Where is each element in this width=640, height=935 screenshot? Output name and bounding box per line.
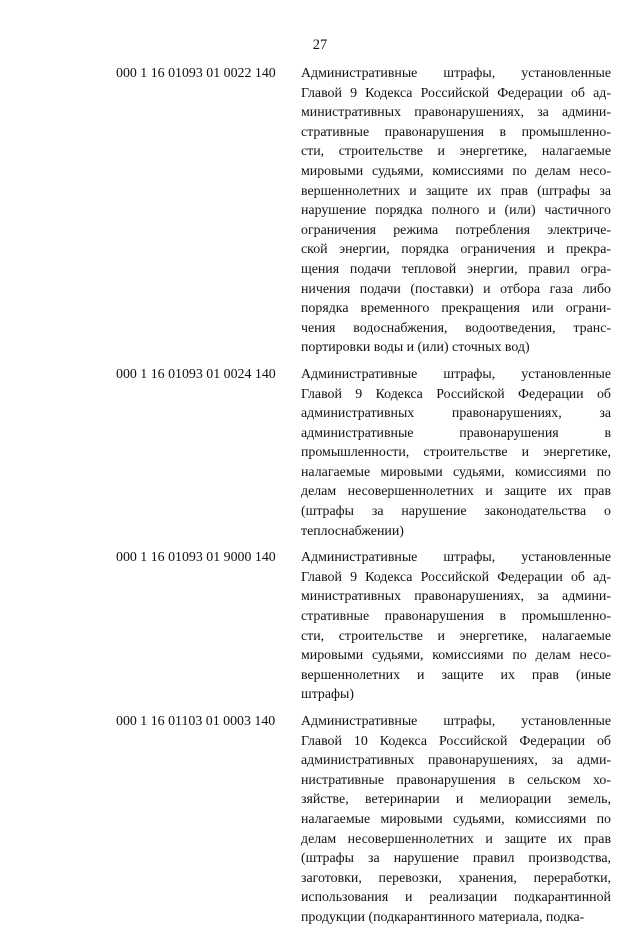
description-line: министративных правонарушениях, за админи- [301,589,611,605]
entry-description [301,64,611,358]
budget-classification-code: 000 1 16 01093 01 9000 140 [116,550,276,566]
description-line: продукции (подкарантинного материала, подка- [301,909,585,925]
description-line: Административные штрафы, установленные [301,66,611,81]
description-line: стративные правонарушения в промышленно- [301,609,611,625]
description-line: заготовки, перевозки, хранения, переработки, [301,870,611,886]
description-line: делам несовершеннолетних и защите их прав [301,484,611,500]
description-line: вершеннолетних и защите их прав (иные [301,667,611,683]
description-line: Главой 10 Кодекса Российской Федерации об [301,733,611,749]
description-line: щения подачи тепловой энергии, правил огра- [301,261,611,277]
description-line: штрафы) [301,687,355,703]
description-line: использования и реализации подкарантинной [301,890,611,906]
description-line: чения водоснабжения, водоотведения, транс- [301,320,611,336]
description-line: административных правонарушениях, за [301,406,611,422]
budget-classification-code: 000 1 16 01103 01 0003 140 [116,714,276,729]
description-line: (штрафы за нарушение законодательства о [301,504,611,520]
description-line: мировыми судьями, комиссиями по делам несо- [301,648,611,664]
page-number: 27 [312,37,328,53]
description-line: (штрафы за нарушение правил производства, [301,851,611,867]
table-row [0,64,640,358]
description-line: мировыми судьями, комиссиями по делам несо- [301,163,611,179]
description-line: порядка временного прекращения или ограни- [301,301,611,317]
description-line: нистративные правонарушения в сельском хо- [301,772,611,788]
table-row [0,712,640,928]
description-line: Административные штрафы, установленные [301,550,611,566]
description-line: административные правонарушения в [301,425,611,441]
description-line: стративные правонарушения в промышленно- [301,124,611,140]
entry-description [301,365,611,541]
entry-description [301,712,611,928]
table-row [0,548,640,705]
description-line: теплоснабжении) [301,523,404,539]
description-line: ской энергии, порядка ограничения и прекра- [301,242,611,258]
document-body [0,64,640,935]
description-line: вершеннолетних и защите их прав (штрафы за [301,183,611,199]
description-line: нарушение порядка полного и (или) частичного [301,203,611,219]
description-line: сти, строительстве и энергетике, налагаемые [301,628,611,644]
budget-classification-code: 000 1 16 01093 01 0024 140 [116,366,276,382]
description-line: портировки воды и (или) сточных вод) [301,340,530,356]
table-row [0,365,640,541]
description-line: ограничения режима потребления электриче- [301,222,611,238]
description-line: делам несовершеннолетних и защите их прав [301,831,611,847]
description-line: ничения подачи (поставки) и отбора газа либо [301,281,611,297]
description-line: Главой 9 Кодекса Российской Федерации об [301,386,611,402]
description-line: Административные штрафы, установленные [301,714,611,729]
description-line: налагаемые мировыми судьями, комиссиями по [301,464,611,480]
description-line: Административные штрафы, установленные [301,366,611,382]
description-line: зяйстве, ветеринарии и мелиорации земель, [301,792,611,808]
description-line: промышленности, строительстве и энергетике, [301,445,611,461]
description-line: Главой 9 Кодекса Российской Федерации об ад- [301,569,611,585]
description-line: сти, строительстве и энергетике, налагаемые [301,144,611,160]
budget-classification-code: 000 1 16 01093 01 0022 140 [116,66,276,81]
description-line: административных правонарушениях, за адми- [301,753,611,769]
entry-description [301,548,611,705]
description-line: министративных правонарушениях, за админи- [301,105,611,121]
description-line: налагаемые мировыми судьями, комиссиями по [301,811,611,827]
description-line: Главой 9 Кодекса Российской Федерации об ад- [301,85,611,101]
